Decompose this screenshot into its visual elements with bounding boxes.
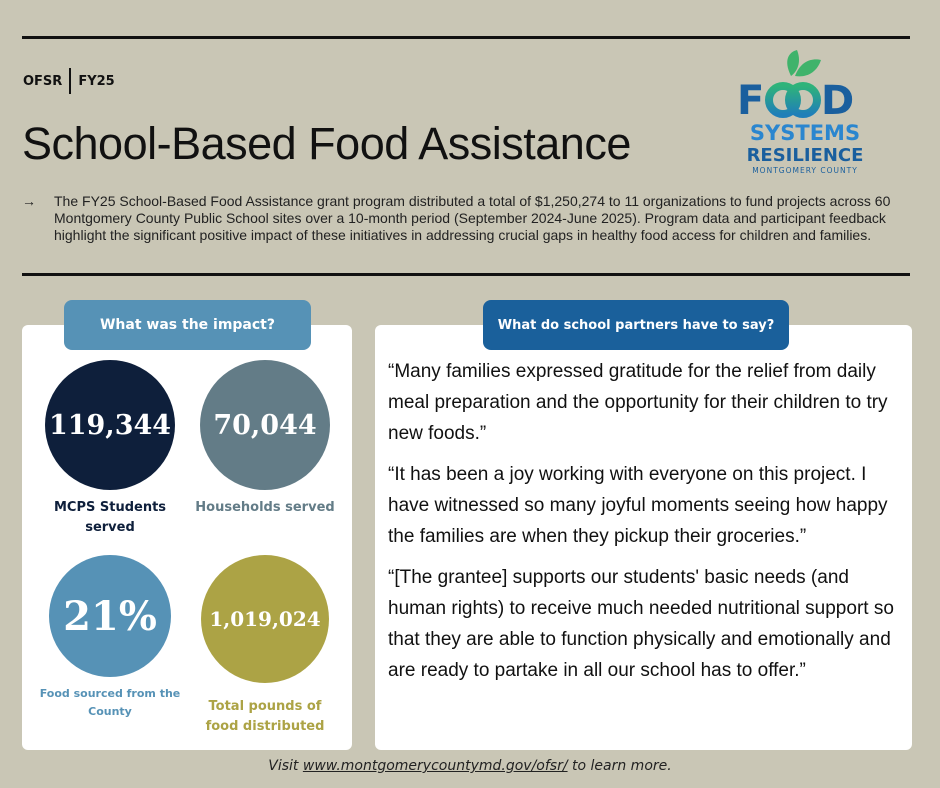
stat-value: 70,044	[213, 409, 317, 441]
fiscal-year-label: FY25	[78, 73, 115, 89]
footer-suffix: to learn more.	[567, 758, 672, 774]
footer-prefix: Visit	[268, 758, 303, 774]
svg-text:D: D	[821, 78, 855, 124]
svg-text:F: F	[737, 78, 765, 124]
stat-households	[190, 360, 340, 518]
page-title: School-Based Food Assistance	[22, 118, 631, 169]
svg-text:MONTGOMERY COUNTY: MONTGOMERY COUNTY	[752, 166, 858, 175]
stat-pounds	[190, 555, 340, 737]
org-label: OFSR	[23, 73, 63, 89]
stat-students	[35, 360, 185, 538]
stat-label: Food sourced from the County	[39, 687, 181, 718]
intro-paragraph	[22, 193, 912, 244]
stat-circle	[49, 555, 171, 677]
partner-quotes	[388, 356, 903, 696]
stat-local-food	[35, 555, 185, 721]
stat-label: Total pounds of food distributed	[205, 699, 325, 734]
intro-text: The FY25 School-Based Food Assistance grant program distributed a total of $1,250,274 to 11 organizations to fund projects across 60 Montgomery County Public School sites over a 10-month period (September 2024-June 2025). Program data and participant feedback highlight the significant positive impact of these initiatives in addressing crucial gaps in healthy food access for children and families.	[54, 193, 891, 243]
impact-heading: What was the impact?	[64, 300, 311, 350]
section-divider	[22, 273, 910, 276]
top-divider	[22, 36, 910, 39]
food-systems-resilience-logo	[735, 48, 875, 178]
svg-text:RESILIENCE: RESILIENCE	[746, 145, 864, 166]
stat-label: Households served	[195, 500, 335, 515]
svg-text:SYSTEMS: SYSTEMS	[749, 121, 861, 145]
partners-heading: What do school partners have to say?	[483, 300, 789, 350]
ofsr-website-link[interactable]: www.montgomerycountymd.gov/ofsr/	[302, 758, 568, 774]
stat-value: 21%	[63, 592, 157, 640]
stat-label: MCPS Students served	[53, 500, 167, 535]
arrow-right-icon: →	[22, 193, 36, 209]
stat-circle	[45, 360, 175, 490]
footer	[0, 758, 940, 774]
kicker	[23, 68, 115, 94]
stat-value: 1,019,024	[209, 607, 321, 631]
quote-item: “[The grantee] supports our students' basic needs (and human rights) to receive much needed nutritional support so that they are able to function physically and emotionally and are ready to partake in all our school has to offer.”	[388, 567, 894, 681]
quote-item: “It has been a joy working with everyone on this project. I have witnessed so many joyful moments seeing how happy the families are when they pickup their groceries.”	[388, 464, 888, 547]
stat-circle	[201, 555, 329, 683]
kicker-separator	[69, 68, 71, 94]
stat-circle	[200, 360, 330, 490]
quote-item: “Many families expressed gratitude for the relief from daily meal preparation and the opportunity for their children to try new foods.”	[388, 361, 888, 444]
stat-value: 119,344	[48, 409, 172, 441]
